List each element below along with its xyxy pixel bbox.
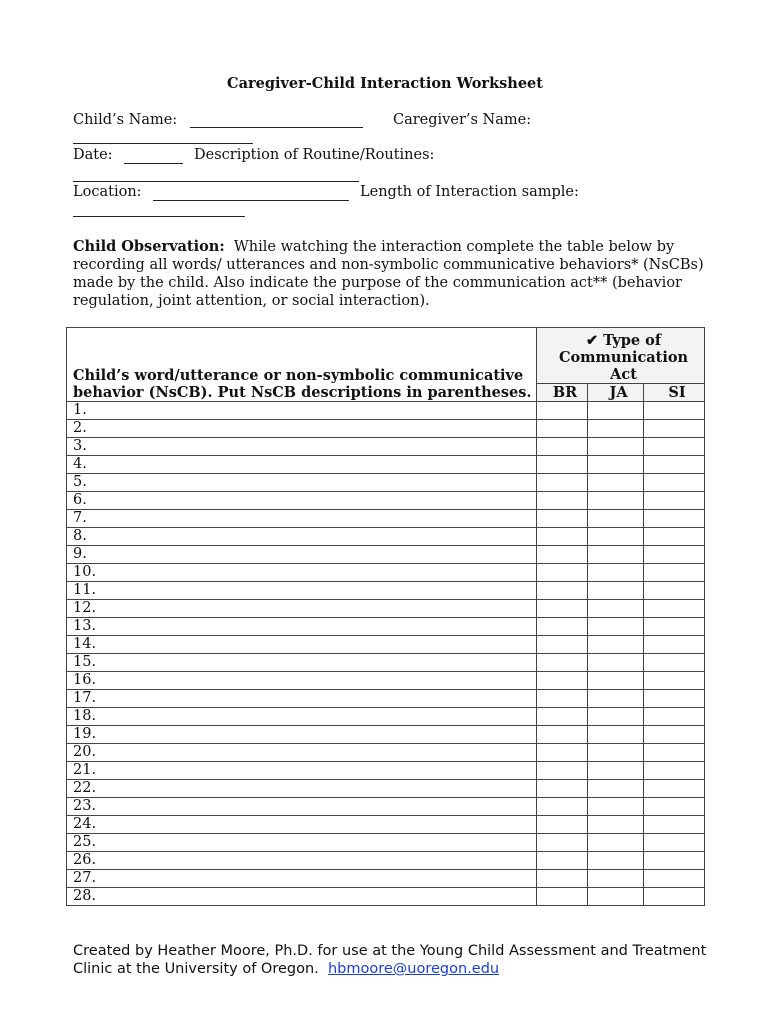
ja-checkbox-cell[interactable] bbox=[588, 708, 644, 726]
child-name-label: Child’s Name: bbox=[73, 112, 178, 128]
si-checkbox-cell[interactable] bbox=[644, 402, 705, 420]
si-checkbox-cell[interactable] bbox=[644, 690, 705, 708]
table-row bbox=[67, 744, 705, 762]
ja-checkbox-cell[interactable] bbox=[588, 834, 644, 852]
table-row bbox=[67, 798, 705, 816]
si-checkbox-cell[interactable] bbox=[644, 564, 705, 582]
si-checkbox-cell[interactable] bbox=[644, 636, 705, 654]
table-row bbox=[67, 816, 705, 834]
br-checkbox-cell[interactable] bbox=[537, 654, 588, 672]
table-row bbox=[67, 618, 705, 636]
routine-label: Description of Routine/Routines: bbox=[194, 147, 435, 163]
ja-checkbox-cell[interactable] bbox=[588, 852, 644, 870]
row-number[interactable]: 5. bbox=[67, 474, 537, 492]
row-number[interactable]: 19. bbox=[67, 726, 537, 744]
br-checkbox-cell[interactable] bbox=[537, 744, 588, 762]
table-row bbox=[67, 888, 705, 906]
location-label: Location: bbox=[73, 184, 142, 200]
ja-checkbox-cell[interactable] bbox=[588, 726, 644, 744]
email-link[interactable]: hbmoore@uoregon.edu bbox=[327, 961, 500, 977]
table-row bbox=[67, 420, 705, 438]
table-row bbox=[67, 492, 705, 510]
br-checkbox-cell[interactable] bbox=[537, 726, 588, 744]
si-checkbox-cell[interactable] bbox=[644, 420, 705, 438]
communication-type-header: ✔ Type of Communication Act bbox=[537, 328, 705, 384]
br-checkbox-cell[interactable] bbox=[537, 438, 588, 456]
si-checkbox-cell[interactable] bbox=[644, 744, 705, 762]
si-checkbox-cell[interactable] bbox=[644, 510, 705, 528]
length-field[interactable] bbox=[73, 216, 245, 217]
ja-checkbox-cell[interactable] bbox=[588, 402, 644, 420]
table-row bbox=[67, 510, 705, 528]
ja-checkbox-cell[interactable] bbox=[588, 528, 644, 546]
table-row bbox=[67, 870, 705, 888]
row-number[interactable]: 16. bbox=[67, 672, 537, 690]
si-checkbox-cell[interactable] bbox=[644, 708, 705, 726]
si-checkbox-cell[interactable] bbox=[644, 438, 705, 456]
br-checkbox-cell[interactable] bbox=[537, 510, 588, 528]
table-row bbox=[67, 762, 705, 780]
table-row bbox=[67, 582, 705, 600]
row-number[interactable]: 27. bbox=[67, 870, 537, 888]
row-number[interactable]: 24. bbox=[67, 816, 537, 834]
ja-checkbox-cell[interactable] bbox=[588, 762, 644, 780]
ja-checkbox-cell[interactable] bbox=[588, 600, 644, 618]
row-number[interactable]: 1. bbox=[67, 402, 537, 420]
table-row bbox=[67, 708, 705, 726]
br-checkbox-cell[interactable] bbox=[537, 690, 588, 708]
br-checkbox-cell[interactable] bbox=[537, 888, 588, 906]
row-number[interactable]: 2. bbox=[67, 420, 537, 438]
ja-checkbox-cell[interactable] bbox=[588, 798, 644, 816]
row-number[interactable]: 15. bbox=[67, 654, 537, 672]
br-checkbox-cell[interactable] bbox=[537, 852, 588, 870]
ja-checkbox-cell[interactable] bbox=[588, 582, 644, 600]
si-checkbox-cell[interactable] bbox=[644, 456, 705, 474]
row-number[interactable]: 18. bbox=[67, 708, 537, 726]
table-row bbox=[67, 528, 705, 546]
ja-checkbox-cell[interactable] bbox=[588, 510, 644, 528]
footer-credit bbox=[73, 942, 733, 978]
row-number[interactable]: 14. bbox=[67, 636, 537, 654]
si-checkbox-cell[interactable] bbox=[644, 474, 705, 492]
br-checkbox-cell[interactable] bbox=[537, 600, 588, 618]
row-number[interactable]: 20. bbox=[67, 744, 537, 762]
si-checkbox-cell[interactable] bbox=[644, 654, 705, 672]
br-column-header: BR bbox=[537, 384, 588, 402]
si-checkbox-cell[interactable] bbox=[644, 888, 705, 906]
br-checkbox-cell[interactable] bbox=[537, 420, 588, 438]
si-checkbox-cell[interactable] bbox=[644, 798, 705, 816]
table-row bbox=[67, 474, 705, 492]
ja-checkbox-cell[interactable] bbox=[588, 438, 644, 456]
br-checkbox-cell[interactable] bbox=[537, 528, 588, 546]
br-checkbox-cell[interactable] bbox=[537, 546, 588, 564]
ja-checkbox-cell[interactable] bbox=[588, 690, 644, 708]
si-checkbox-cell[interactable] bbox=[644, 582, 705, 600]
date-label: Date: bbox=[73, 147, 113, 163]
row-number[interactable]: 11. bbox=[67, 582, 537, 600]
table-row bbox=[67, 672, 705, 690]
br-checkbox-cell[interactable] bbox=[537, 816, 588, 834]
row-number[interactable]: 25. bbox=[67, 834, 537, 852]
br-checkbox-cell[interactable] bbox=[537, 582, 588, 600]
table-row bbox=[67, 546, 705, 564]
observation-heading: Child Observation: bbox=[73, 238, 225, 255]
row-number[interactable]: 26. bbox=[67, 852, 537, 870]
observation-text: While watching the interaction complete the table below by recording all words/ utterances and non-symbolic communicative behaviors* (NsCBs) made by the child. Also indicate the purpose of the communication act** (behavior regulation, joint attention, or social interaction). bbox=[73, 239, 704, 309]
location-field[interactable] bbox=[153, 200, 349, 201]
si-checkbox-cell[interactable] bbox=[644, 600, 705, 618]
row-number[interactable]: 28. bbox=[67, 888, 537, 906]
br-checkbox-cell[interactable] bbox=[537, 474, 588, 492]
row-number[interactable]: 22. bbox=[67, 780, 537, 798]
row-number[interactable]: 8. bbox=[67, 528, 537, 546]
table-row bbox=[67, 600, 705, 618]
row-number[interactable]: 10. bbox=[67, 564, 537, 582]
si-checkbox-cell[interactable] bbox=[644, 852, 705, 870]
page-title: Caregiver-Child Interaction Worksheet bbox=[227, 75, 543, 92]
ja-checkbox-cell[interactable] bbox=[588, 888, 644, 906]
ja-checkbox-cell[interactable] bbox=[588, 546, 644, 564]
br-checkbox-cell[interactable] bbox=[537, 870, 588, 888]
ja-checkbox-cell[interactable] bbox=[588, 492, 644, 510]
si-checkbox-cell[interactable] bbox=[644, 834, 705, 852]
br-checkbox-cell[interactable] bbox=[537, 492, 588, 510]
routine-field[interactable] bbox=[73, 181, 359, 182]
ja-checkbox-cell[interactable] bbox=[588, 636, 644, 654]
si-column-header: SI bbox=[644, 384, 705, 402]
table-row bbox=[67, 852, 705, 870]
ja-checkbox-cell[interactable] bbox=[588, 564, 644, 582]
br-checkbox-cell[interactable] bbox=[537, 708, 588, 726]
si-checkbox-cell[interactable] bbox=[644, 816, 705, 834]
br-checkbox-cell[interactable] bbox=[537, 762, 588, 780]
table-row bbox=[67, 438, 705, 456]
row-number[interactable]: 9. bbox=[67, 546, 537, 564]
si-checkbox-cell[interactable] bbox=[644, 726, 705, 744]
br-checkbox-cell[interactable] bbox=[537, 456, 588, 474]
ja-checkbox-cell[interactable] bbox=[588, 654, 644, 672]
table-row bbox=[67, 726, 705, 744]
table-row bbox=[67, 834, 705, 852]
br-checkbox-cell[interactable] bbox=[537, 564, 588, 582]
si-checkbox-cell[interactable] bbox=[644, 780, 705, 798]
table-row bbox=[67, 654, 705, 672]
ja-checkbox-cell[interactable] bbox=[588, 474, 644, 492]
br-checkbox-cell[interactable] bbox=[537, 780, 588, 798]
footer-text: Created by Heather Moore, Ph.D. for use at the Young Child Assessment and Treatment Clinic at the University of Oregon. bbox=[73, 943, 707, 977]
table-row bbox=[67, 780, 705, 798]
caregiver-name-label: Caregiver’s Name: bbox=[393, 112, 532, 128]
si-checkbox-cell[interactable] bbox=[644, 546, 705, 564]
br-checkbox-cell[interactable] bbox=[537, 834, 588, 852]
br-checkbox-cell[interactable] bbox=[537, 672, 588, 690]
row-number[interactable]: 21. bbox=[67, 762, 537, 780]
br-checkbox-cell[interactable] bbox=[537, 798, 588, 816]
si-checkbox-cell[interactable] bbox=[644, 762, 705, 780]
si-checkbox-cell[interactable] bbox=[644, 870, 705, 888]
row-number[interactable]: 23. bbox=[67, 798, 537, 816]
row-number[interactable]: 3. bbox=[67, 438, 537, 456]
table-row bbox=[67, 690, 705, 708]
row-number[interactable]: 13. bbox=[67, 618, 537, 636]
ja-checkbox-cell[interactable] bbox=[588, 618, 644, 636]
si-checkbox-cell[interactable] bbox=[644, 618, 705, 636]
table-row bbox=[67, 564, 705, 582]
br-checkbox-cell[interactable] bbox=[537, 618, 588, 636]
si-checkbox-cell[interactable] bbox=[644, 672, 705, 690]
table-row bbox=[67, 402, 705, 420]
ja-checkbox-cell[interactable] bbox=[588, 780, 644, 798]
row-number[interactable]: 7. bbox=[67, 510, 537, 528]
ja-checkbox-cell[interactable] bbox=[588, 420, 644, 438]
ja-checkbox-cell[interactable] bbox=[588, 744, 644, 762]
ja-checkbox-cell[interactable] bbox=[588, 672, 644, 690]
br-checkbox-cell[interactable] bbox=[537, 402, 588, 420]
ja-column-header: JA bbox=[588, 384, 644, 402]
row-number[interactable]: 4. bbox=[67, 456, 537, 474]
utterance-column-header: Child’s word/utterance or non-symbolic communicative behavior (NsCB). Put NsCB descriptions in parentheses. bbox=[67, 328, 537, 402]
ja-checkbox-cell[interactable] bbox=[588, 456, 644, 474]
ja-checkbox-cell[interactable] bbox=[588, 816, 644, 834]
row-number[interactable]: 6. bbox=[67, 492, 537, 510]
worksheet-table bbox=[66, 327, 705, 906]
ja-checkbox-cell[interactable] bbox=[588, 870, 644, 888]
table-row bbox=[67, 456, 705, 474]
si-checkbox-cell[interactable] bbox=[644, 492, 705, 510]
br-checkbox-cell[interactable] bbox=[537, 636, 588, 654]
row-number[interactable]: 12. bbox=[67, 600, 537, 618]
observation-instructions bbox=[73, 238, 713, 310]
date-field[interactable] bbox=[124, 163, 183, 164]
row-number[interactable]: 17. bbox=[67, 690, 537, 708]
length-label: Length of Interaction sample: bbox=[360, 184, 579, 200]
child-name-field[interactable] bbox=[190, 127, 363, 128]
table-row bbox=[67, 636, 705, 654]
caregiver-name-field[interactable] bbox=[73, 143, 253, 144]
si-checkbox-cell[interactable] bbox=[644, 528, 705, 546]
